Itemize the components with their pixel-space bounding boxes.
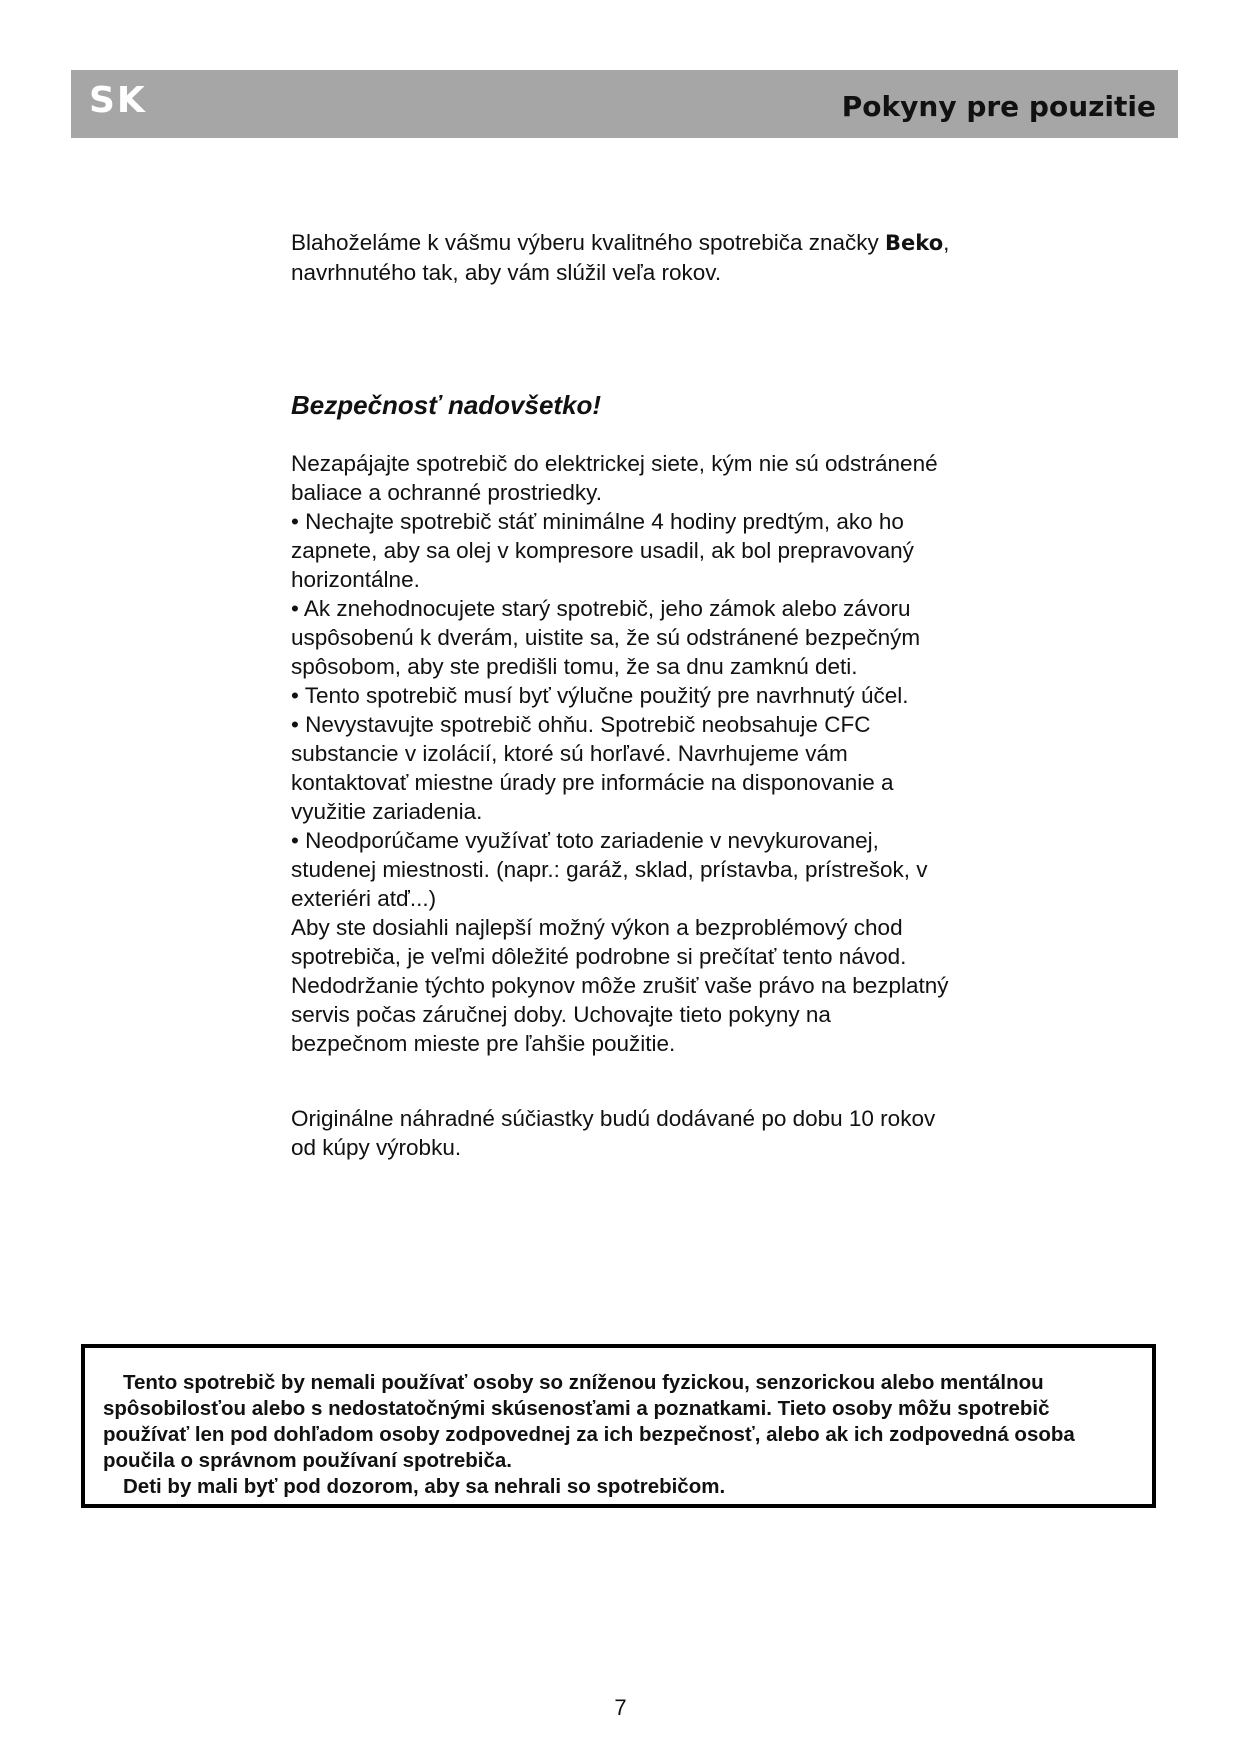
instruction-paragraph: Nezapájajte spotrebič do elektrickej siete, kým nie sú odstránené baliace a ochranné prostriedky. bbox=[291, 451, 938, 505]
instruction-paragraph: • Tento spotrebič musí byť výlučne použitý pre navrhnutý účel. bbox=[291, 683, 909, 708]
page-number: 7 bbox=[614, 1695, 627, 1720]
safety-heading: Bezpečnosť nadovšetko! bbox=[291, 390, 602, 420]
warning-notice-box bbox=[81, 1344, 1156, 1508]
brand-name: Beko bbox=[885, 231, 944, 255]
language-code: SK bbox=[89, 80, 147, 121]
spare-parts-note: Originálne náhradné súčiastky budú dodávané po dobu 10 rokov od kúpy výrobku. bbox=[291, 1106, 936, 1160]
main-content bbox=[291, 228, 951, 1162]
notice-children-text: Deti by mali byť pod dozorom, aby sa nehrali so spotrebičom. bbox=[123, 1475, 726, 1498]
instruction-paragraph: • Nevystavujte spotrebič ohňu. Spotrebič neobsahuje CFC substancie v izolácií, ktoré sú horľavé. Navrhujeme vám kontaktovať miestne úrady pre informácie na disponovanie a využitie zariadenia. bbox=[291, 712, 894, 824]
instruction-paragraph: • Nechajte spotrebič stáť minimálne 4 hodiny predtým, ako ho zapnete, aby sa olej v kompresore usadil, ak bol prepravovaný horizontálne. bbox=[291, 509, 914, 592]
safety-instructions bbox=[291, 449, 951, 1058]
page-title: Pokyny pre pouzitie bbox=[841, 90, 1156, 123]
instruction-paragraph: • Ak znehodnocujete starý spotrebič, jeho zámok alebo závoru uspôsobenú k dverám, uistite sa, že sú odstránené bezpečným spôsobom, aby ste predišli tomu, že sa dnu zamknú deti. bbox=[291, 596, 921, 679]
intro-paragraph bbox=[291, 228, 951, 287]
instruction-paragraph: • Neodporúčame využívať toto zariadenie v nevykurovanej, studenej miestnosti. (napr.: garáž, sklad, prístavba, prístrešok, v exteriéri atď...) bbox=[291, 828, 928, 911]
intro-text-end: , navrhnutého tak, aby vám slúžil veľa rokov. bbox=[291, 230, 950, 285]
instruction-paragraph: Aby ste dosiahli najlepší možný výkon a bezproblémový chod spotrebiča, je veľmi dôležité podrobne si prečítať tento návod. Nedodržanie týchto pokynov môže zrušiť vaše právo na bezplatný servis počas záručnej doby. Uchovajte tieto pokyny na bezpečnom mieste pre ľahšie použitie. bbox=[291, 915, 949, 1056]
intro-text-start: Blahoželáme k vášmu výberu kvalitného spotrebiča značky bbox=[291, 230, 886, 255]
header-bar bbox=[71, 70, 1178, 138]
notice-main-text: Tento spotrebič by nemali používať osoby so zníženou fyzickou, senzorickou alebo mentálnou spôsobilosťou alebo s nedostatočnými skúsenosťami a poznatkami. Tieto osoby môžu spotrebič používať len pod dohľadom osoby zodpovednej za ich bezpečnosť, alebo ak ich zodpovedná osoba poučila o správnom používaní spotrebiča. bbox=[103, 1371, 1075, 1472]
